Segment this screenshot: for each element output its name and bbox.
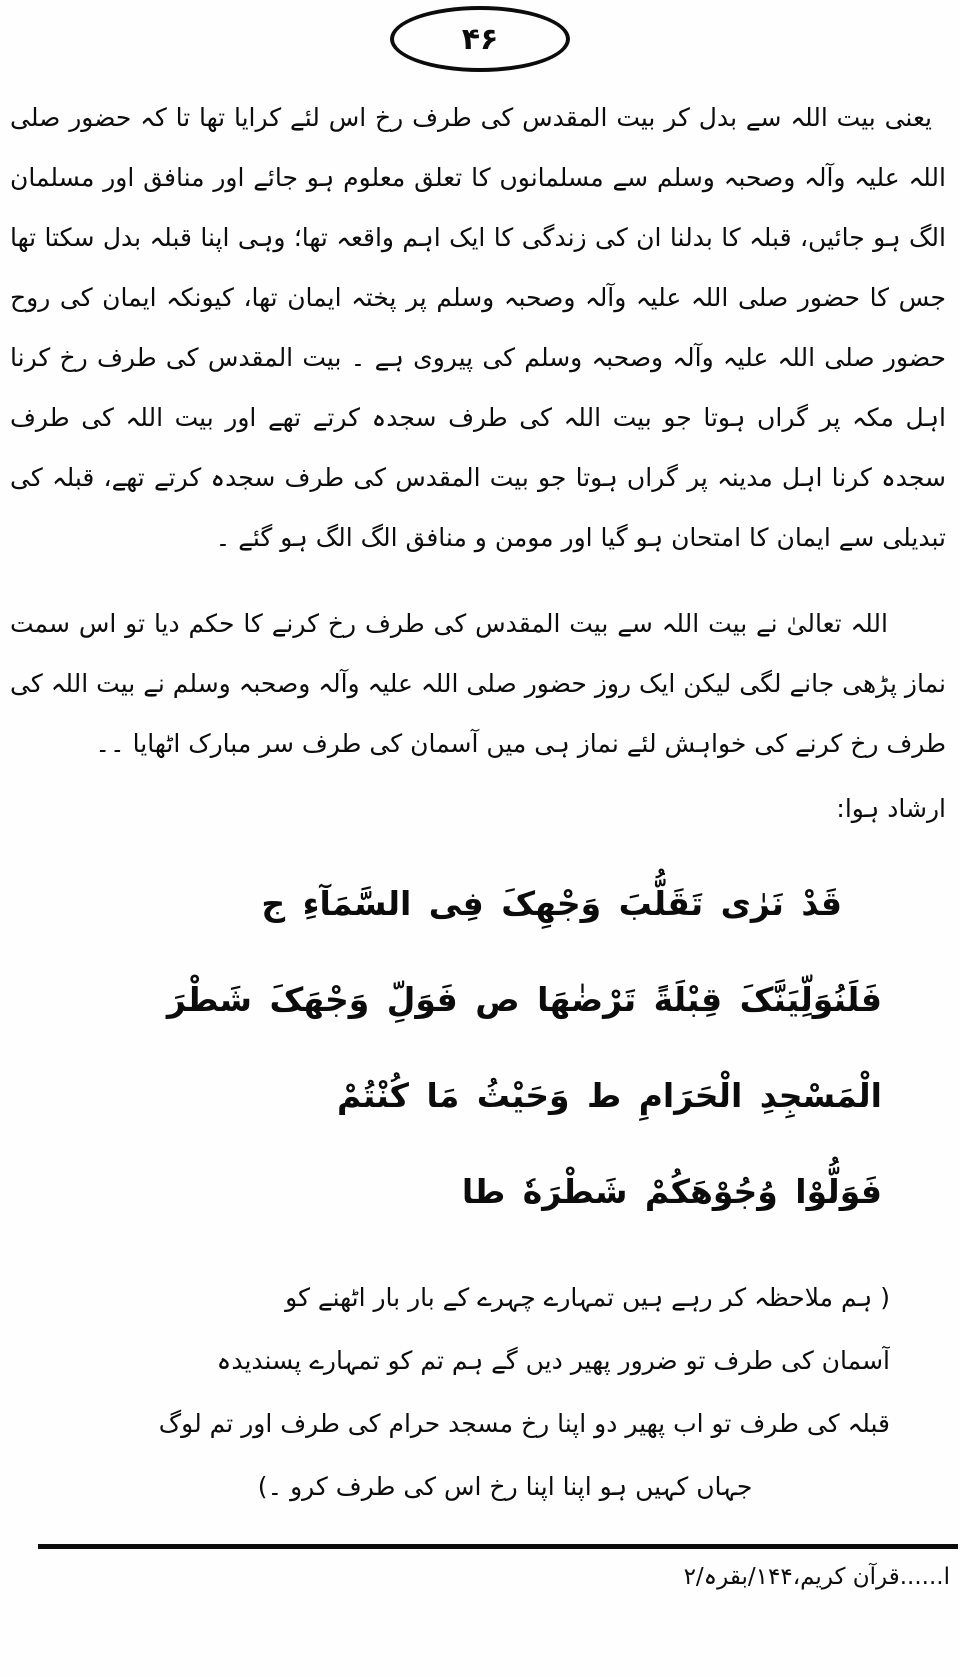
translation-line: ( ہم ملاحظہ کر رہے ہیں تمہارے چہرے کے بار بار اٹھنے کو — [285, 1283, 890, 1312]
verse-translation-block — [120, 1266, 890, 1518]
quran-verse-block — [95, 856, 882, 1240]
footnote-divider — [38, 1544, 958, 1549]
translation-line: آسمان کی طرف تو ضرور پھیر دیں گے ہم تم کو تمہارے پسندیدہ — [216, 1346, 890, 1375]
verse-line: قَدْ نَرٰی تَقَلُّبَ وَجْهِکَ فِی السَّمَآءِ ج — [261, 884, 842, 923]
verse-line: فَوَلُّوْا وُجُوْهَکُمْ شَطْرَهٗ طا — [461, 1172, 882, 1211]
translation-line: قبلہ کی طرف تو اب پھیر دو اپنا رخ مسجد حرام کی طرف اور تم لوگ — [158, 1409, 890, 1438]
verse-line: الْمَسْجِدِ الْحَرَامِ ط وَحَیْثُ مَا کُنْتُمْ — [336, 1076, 882, 1115]
translation-line: جہاں کہیں ہو اپنا اپنا رخ اس کی طرف کرو ۔) — [257, 1472, 753, 1501]
page-header — [0, 0, 960, 72]
verse-line: فَلَنُوَلِّیَنَّکَ قِبْلَةً تَرْضٰهَا ص فَوَلِّ وَجْهَکَ شَطْرَ — [166, 980, 882, 1019]
page-number-badge — [390, 6, 570, 72]
quote-intro-label: ارشاد ہوا: — [836, 794, 946, 823]
footnote-reference: ا......قرآن کریم،۱۴۴/بقرہ/۲ — [683, 1564, 950, 1590]
paragraph-prayer-direction-command: اللہ تعالیٰ نے بیت اللہ سے بیت المقدس کی طرف رخ کرنے کا حکم دیا تو اس سمت نماز پڑھی جانے لگی لیکن ایک روز حضور صلی اللہ علیہ وآلہ وصحبہ وسلم نے بیت اللہ کی طرف رخ کرنے کی خواہش لئے نماز ہی میں آسمان کی طرف سر مبارک اٹھایا ۔۔ — [10, 609, 946, 758]
page-number: ۴۶ — [461, 21, 499, 57]
paragraph-qibla-change-explanation: یعنی بیت اللہ سے بدل کر بیت المقدس کی طرف رخ اس لئے کرایا تھا تا کہ حضور صلی اللہ علیہ وآلہ وصحبہ وسلم سے مسلمانوں کا تعلق معلوم ہو جائے اور منافق اور مسلمان الگ ہو جائیں، قبلہ کا بدلنا ان کی زندگی کا ایک اہم واقعہ تھا؛ وہی اپنا قبلہ بدل سکتا تھا جس کا حضور صلی اللہ علیہ وآلہ وصحبہ وسلم پر پختہ ایمان تھا، کیونکہ ایمان کی روح حضور صلی اللہ علیہ وآلہ وصحبہ وسلم کی پیروی ہے ۔ بیت المقدس کی طرف رخ کرنا اہل مکہ پر گراں ہوتا جو بیت اللہ کی طرف سجدہ کرتے تھے اور بیت اللہ کی طرف سجدہ کرنا اہل مدینہ پر گراں ہوتا جو بیت المقدس کی طرف سجدہ کرتے تھے، قبلہ کی تبدیلی سے ایمان کا امتحان ہو گیا اور مومن و منافق الگ الگ ہو گئے ۔ — [10, 103, 946, 552]
